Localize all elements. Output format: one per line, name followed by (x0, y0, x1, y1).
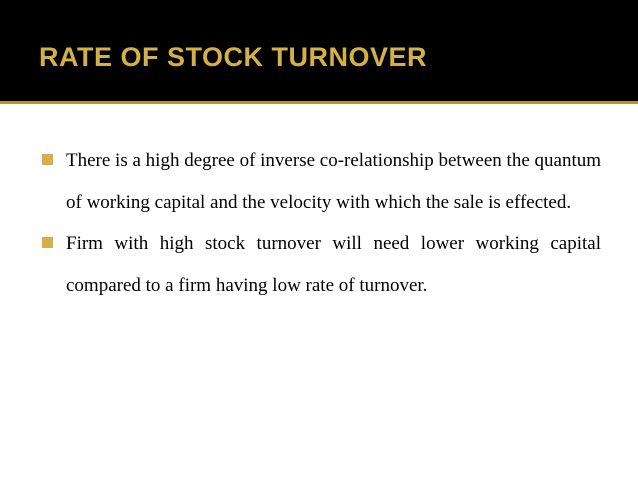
bullet-list (41, 140, 601, 306)
bullet-item (41, 140, 601, 223)
square-bullet-icon (42, 154, 53, 165)
slide-title: RATE OF STOCK TURNOVER (39, 42, 428, 72)
square-bullet-icon (42, 237, 53, 248)
title-divider (0, 101, 638, 104)
bullet-text: Firm with high stock turnover will need lower working capital compared to a firm having low rate of turnover. (66, 233, 601, 296)
title-bar (0, 0, 638, 101)
bullet-text: There is a high degree of inverse co-relationship between the quantum of working capital and the velocity with which the sale is effected. (66, 150, 601, 213)
bullet-item (41, 223, 601, 306)
